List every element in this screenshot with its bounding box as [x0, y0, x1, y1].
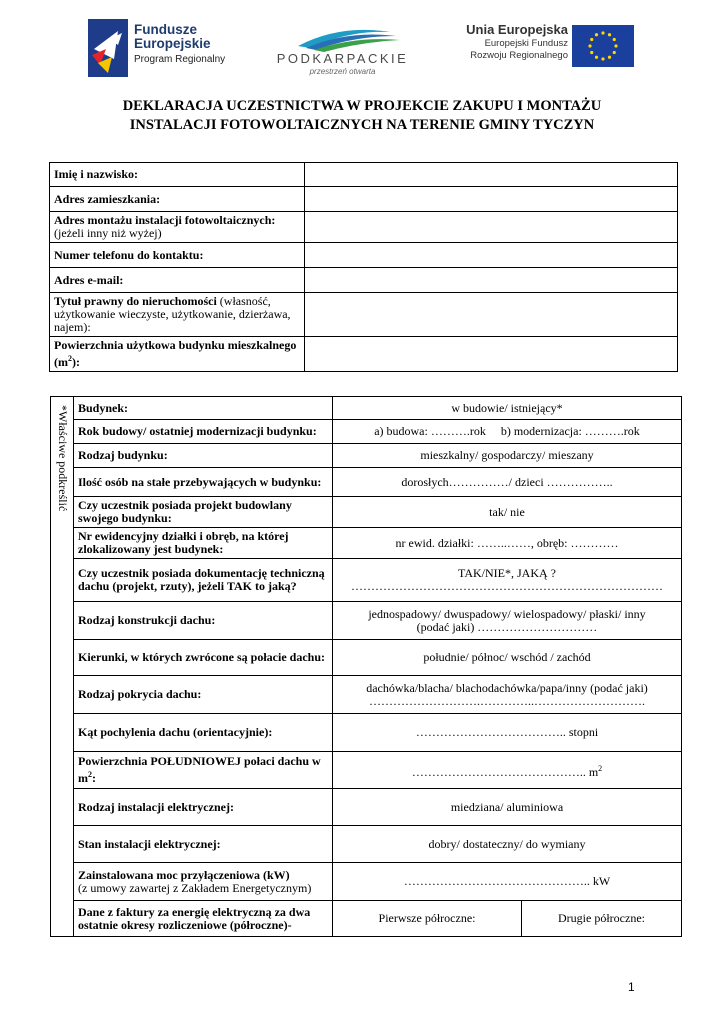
answer[interactable]: tak/ nie [333, 497, 682, 528]
phone-field[interactable] [305, 243, 678, 268]
second-half-year-field[interactable]: Drugie półroczne: [522, 901, 682, 937]
table-row [50, 293, 678, 337]
answer[interactable]: ……………………………………….. kW [333, 863, 682, 901]
title-line1: DEKLARACJA UCZESTNICTWA W PROJEKCIE ZAKUPU I MONTAŻU [122, 98, 602, 114]
side-label-cell [51, 397, 74, 937]
email-label: Adres e-mail: [50, 268, 305, 293]
question: Czy uczestnik posiada dokumentację techniczną dachu (projekt, rzuty), jeżeli TAK to jaką? [74, 559, 333, 602]
question: Ilość osób na stałe przebywających w budynku: [74, 468, 333, 497]
table-row [51, 444, 682, 468]
answer[interactable]: mieszkalny/ gospodarczy/ mieszany [333, 444, 682, 468]
pk-name: PODKARPACKIE [276, 51, 409, 66]
answer[interactable]: jednospadowy/ dwuspadowy/ wielospadowy/ płaski/ inny (podać jaki) ………………………… [333, 602, 682, 640]
question: Stan instalacji elektrycznej: [74, 826, 333, 863]
area-field[interactable] [305, 337, 678, 372]
page-number: 1 [628, 980, 635, 994]
side-label: *Właściwe podkreślić [56, 405, 70, 512]
legal-title-field[interactable] [305, 293, 678, 337]
name-field[interactable] [305, 163, 678, 187]
answer[interactable]: w budowie/ istniejący* [333, 397, 682, 420]
answer[interactable]: dobry/ dostateczny/ do wymiany [333, 826, 682, 863]
table-row [51, 468, 682, 497]
legal-title-label: Tytuł prawny do nieruchomości (własność, użytkowanie wieczyste, użytkowanie, dzierżawa, najem): [50, 293, 305, 337]
question: Budynek: [74, 397, 333, 420]
table-row [50, 337, 678, 372]
question: Rodzaj konstrukcji dachu: [74, 602, 333, 640]
building-data-table [50, 396, 682, 937]
fe-line2: Europejskie [134, 36, 211, 51]
question: Powierzchnia POŁUDNIOWEJ połaci dachu w $m^2$: [74, 752, 333, 789]
table-row [51, 901, 682, 937]
question: Nr ewidencyjny działki i obręb, na której zlokalizowany jest budynek: [74, 528, 333, 559]
title-line2: INSTALACJI FOTOWOLTAICZNYCH NA TERENIE GMINY TYCZYN [129, 117, 595, 133]
first-half-year-field[interactable]: Pierwsze półroczne: [333, 901, 522, 937]
pk-tagline: przestrzeń otwarta [309, 67, 376, 76]
ue-line3: Rozwoju Regionalnego [470, 50, 568, 61]
answer[interactable]: TAK/NIE*, JAKĄ ? …………………………………………………………………… [333, 559, 682, 602]
answer[interactable]: południe/ północ/ wschód / zachód [333, 640, 682, 676]
install-address-field[interactable] [305, 212, 678, 243]
email-field[interactable] [305, 268, 678, 293]
fe-logo-graphic [88, 19, 128, 77]
table-row [51, 640, 682, 676]
answer[interactable]: ……………………………….. stopni [333, 714, 682, 752]
eu-flag-icon [572, 25, 634, 67]
unia-europejska-logo [450, 22, 640, 72]
question: Czy uczestnik posiada projekt budowlany swojego budynku: [74, 497, 333, 528]
question: Rok budowy/ ostatniej modernizacji budynku: [74, 420, 333, 444]
table-row [51, 714, 682, 752]
table-row [51, 559, 682, 602]
table-row [51, 752, 682, 789]
pk-swoosh-graphic [270, 22, 415, 52]
table-row [50, 212, 678, 243]
table-row [50, 187, 678, 212]
ue-line2: Europejski Fundusz [484, 38, 568, 49]
table-row [51, 420, 682, 444]
fe-line1: Fundusze [134, 22, 197, 37]
question: Rodzaj pokrycia dachu: [74, 676, 333, 714]
table-row [51, 789, 682, 826]
fundusze-europejskie-logo [88, 19, 248, 79]
answer[interactable]: miedziana/ aluminiowa [333, 789, 682, 826]
question: Rodzaj budynku: [74, 444, 333, 468]
address-label: Adres zamieszkania: [50, 187, 305, 212]
answer[interactable]: dachówka/blacha/ blachodachówka/papa/inny (podać jaki) ……………………….…………..………………………. [333, 676, 682, 714]
answer[interactable]: a) budowa: ……….rok b) modernizacja: ……….rok [333, 420, 682, 444]
area-label: Powierzchnia użytkowa budynku mieszkalnego $(m^2)$: [50, 337, 305, 372]
phone-label: Numer telefonu do kontaktu: [50, 243, 305, 268]
name-label: Imię i nazwisko: [50, 163, 305, 187]
table-row [50, 268, 678, 293]
personal-data-table [49, 162, 678, 372]
ue-line1: Unia Europejska [466, 22, 568, 37]
question: Kąt pochylenia dachu (orientacyjnie): [74, 714, 333, 752]
podkarpackie-logo [270, 22, 415, 80]
table-row [51, 676, 682, 714]
table-row [51, 397, 682, 420]
table-row [51, 863, 682, 901]
answer[interactable]: …………………………………….. $m^2$ [333, 752, 682, 789]
question: Kierunki, w których zwrócone są połacie dachu: [74, 640, 333, 676]
question: Zainstalowana moc przyłączeniowa (kW) (z umowy zawartej z Zakładem Energetycznym) [74, 863, 333, 901]
table-row [50, 163, 678, 187]
table-row [51, 528, 682, 559]
answer[interactable]: dorosłych……………/ dzieci …………….. [333, 468, 682, 497]
answer[interactable]: nr ewid. działki: ……..……, obręb: ………… [333, 528, 682, 559]
question: Rodzaj instalacji elektrycznej: [74, 789, 333, 826]
table-row [51, 497, 682, 528]
table-row [50, 243, 678, 268]
page-title [40, 97, 684, 135]
question: Dane z faktury za energię elektryczną za dwa ostatnie okresy rozliczeniowe (półroczne)- [74, 901, 333, 937]
address-field[interactable] [305, 187, 678, 212]
install-address-label: Adres montażu instalacji fotowoltaicznych: (jeżeli inny niż wyżej) [50, 212, 305, 243]
fe-line3: Program Regionalny [134, 54, 226, 65]
table-row [51, 602, 682, 640]
table-row [51, 826, 682, 863]
